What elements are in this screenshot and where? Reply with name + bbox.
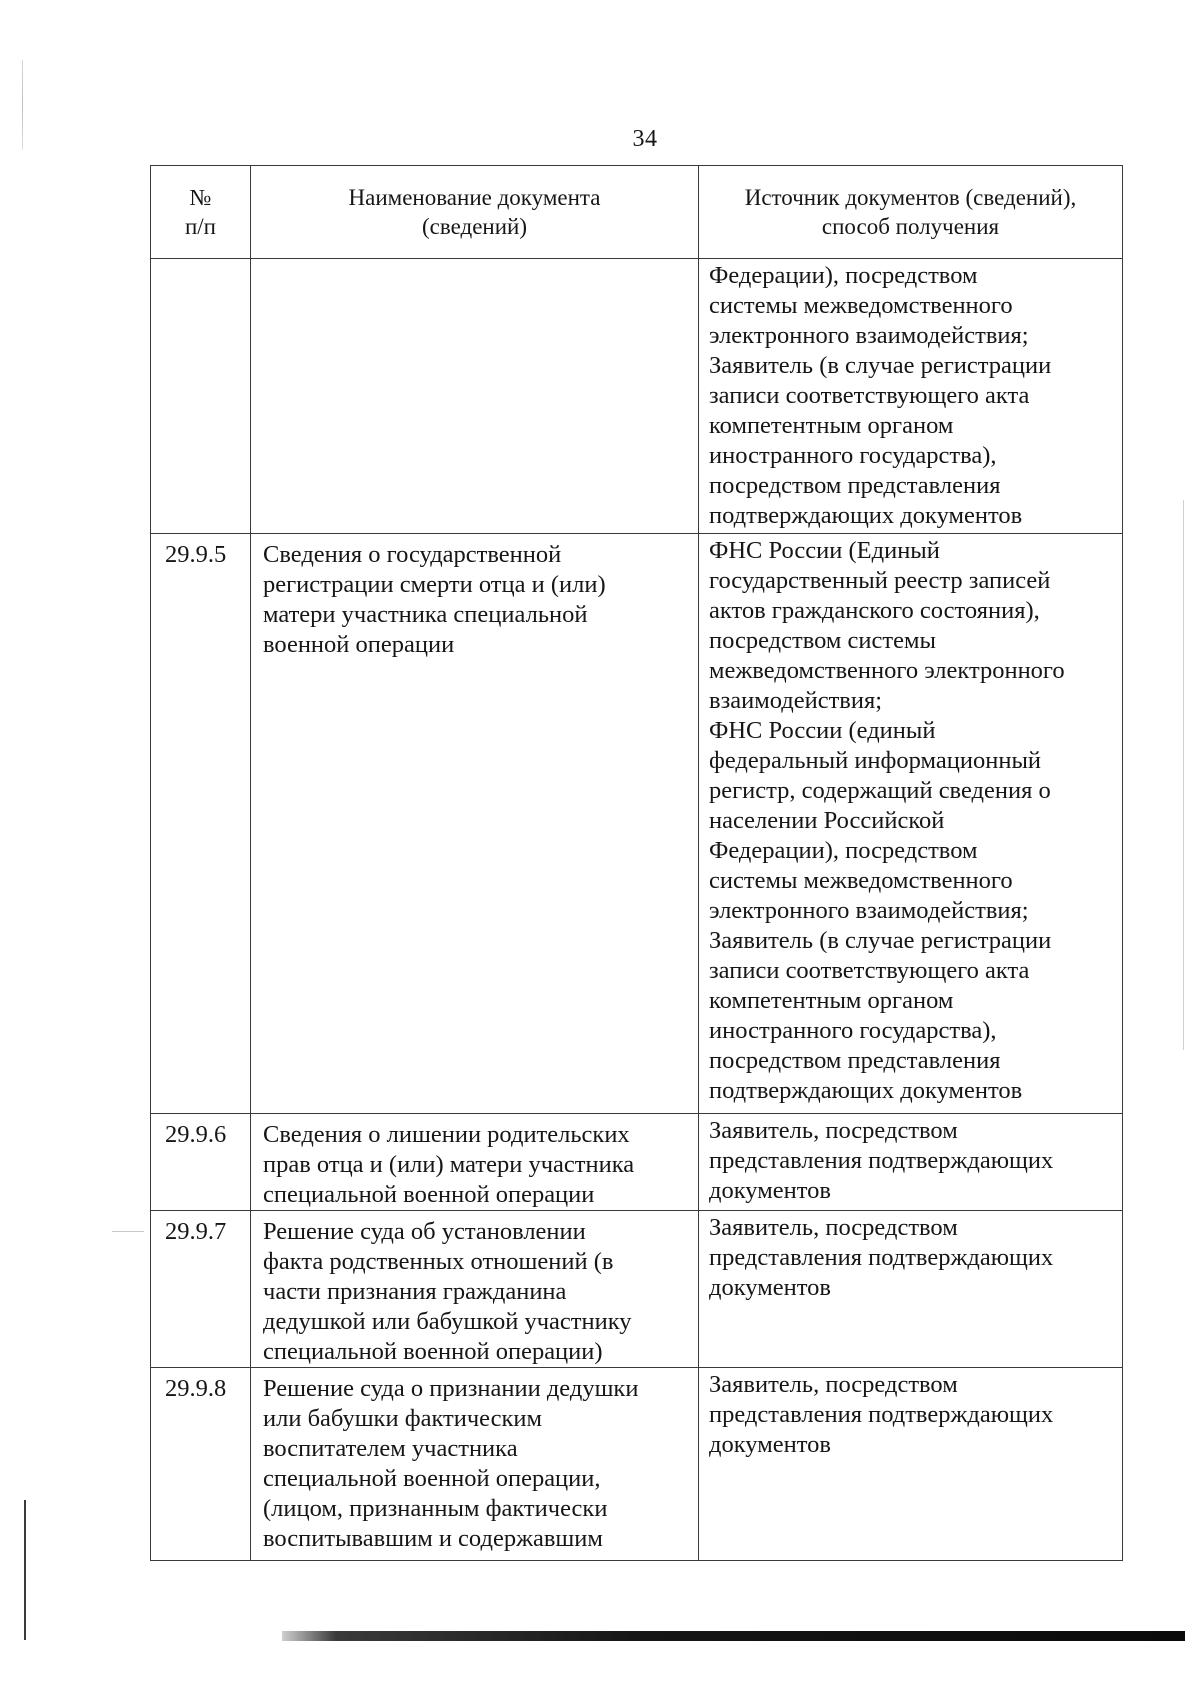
source-line: записи соответствующего акта [709,382,1030,409]
header-source-line: способ получения [821,214,1000,239]
header-num-line: № [189,185,212,210]
row-source [699,1211,1123,1368]
header-source [699,166,1123,259]
source-line: представления подтверждающих [709,1147,1054,1174]
header-name-line: (сведений) [422,214,527,239]
table-row [151,534,1123,1114]
name-line: дедушкой или бабушкой участнику [263,1308,632,1335]
source-line: населении Российской [709,807,945,834]
row-source [699,259,1123,534]
source-line: компетентным органом [709,987,954,1014]
table-row [151,259,1123,534]
source-line: ФНС России (Единый [709,537,940,564]
name-line: воспитателем участника [263,1435,518,1462]
name-line: (лицом, признанным фактически [263,1495,608,1522]
source-line: Заявитель, посредством [709,1214,958,1241]
source-line: представления подтверждающих [709,1244,1054,1271]
row-name [251,1368,699,1561]
source-line: Заявитель (в случае регистрации [709,927,1052,954]
source-line: документов [709,1431,831,1458]
row-name [251,1211,699,1368]
source-line: посредством представления [709,1047,1001,1074]
table-row [151,1114,1123,1211]
header-name-line: Наименование документа [348,185,601,210]
row-num: 29.9.6 [151,1114,251,1211]
row-source [699,1114,1123,1211]
source-line: Федерации), посредством [709,262,978,289]
scan-edge-mark [1183,500,1184,1050]
source-line: иностранного государства), [709,442,997,469]
name-line: регистрации смерти отца и (или) [263,571,606,598]
source-line: электронного взаимодействия; [709,322,1029,349]
header-source-line: Источник документов (сведений), [744,185,1077,210]
documents-table [150,165,1123,1561]
header-num-line: п/п [184,214,216,239]
source-line: подтверждающих документов [709,1077,1023,1104]
name-line: специальной военной операции [263,1181,595,1208]
row-name [251,1114,699,1211]
row-num: 29.9.8 [151,1368,251,1561]
source-line: актов гражданского состояния), [709,597,1040,624]
row-name [251,259,699,534]
source-line: Заявитель (в случае регистрации [709,352,1052,379]
source-line: регистр, содержащий сведения о [709,777,1051,804]
source-line: представления подтверждающих [709,1401,1054,1428]
source-line: ФНС России (единый [709,717,936,744]
source-line: посредством представления [709,472,1001,499]
source-line: Заявитель, посредством [709,1117,958,1144]
row-num: 29.9.7 [151,1211,251,1368]
name-line: Сведения о государственной [263,541,562,568]
table-row [151,1368,1123,1561]
source-line: межведомственного электронного [709,657,1065,684]
name-line: Решение суда об установлении [263,1218,586,1245]
row-source [699,534,1123,1114]
scan-bottom-bar [282,1631,1185,1641]
source-line: подтверждающих документов [709,502,1023,529]
header-name [251,166,699,259]
header-num [151,166,251,259]
source-line: государственный реестр записей [709,567,1051,594]
name-line: воспитывавшим и содержавшим [263,1525,603,1552]
name-line: Сведения о лишении родительских [263,1121,630,1148]
source-line: электронного взаимодействия; [709,897,1029,924]
source-line: Федерации), посредством [709,837,978,864]
name-line: или бабушки фактическим [263,1405,543,1432]
source-line: документов [709,1274,831,1301]
name-line: факта родственных отношений (в [263,1248,614,1275]
name-line: прав отца и (или) матери участника [263,1151,635,1178]
scan-edge-mark [112,1231,144,1232]
source-line: системы межведомственного [709,867,1013,894]
name-line: специальной военной операции, [263,1465,601,1492]
name-line: военной операции [263,631,455,658]
table-row [151,1211,1123,1368]
source-line: Заявитель, посредством [709,1371,958,1398]
name-line: специальной военной операции) [263,1338,603,1365]
source-line: взаимодействия; [709,687,883,714]
source-line: федеральный информационный [709,747,1042,774]
scan-edge-mark [24,1500,26,1640]
row-name [251,534,699,1114]
source-line: системы межведомственного [709,292,1013,319]
source-line: документов [709,1177,831,1204]
row-num: 29.9.5 [151,534,251,1114]
name-line: матери участника специальной [263,601,588,628]
source-line: посредством системы [709,627,936,654]
table-header-row [151,166,1123,259]
page-number: 34 [632,126,658,152]
source-line: компетентным органом [709,412,954,439]
name-line: Решение суда о признании дедушки [263,1375,639,1402]
source-line: записи соответствующего акта [709,957,1030,984]
row-source [699,1368,1123,1561]
row-num [151,259,251,534]
name-line: части признания гражданина [263,1278,567,1305]
source-line: иностранного государства), [709,1017,997,1044]
